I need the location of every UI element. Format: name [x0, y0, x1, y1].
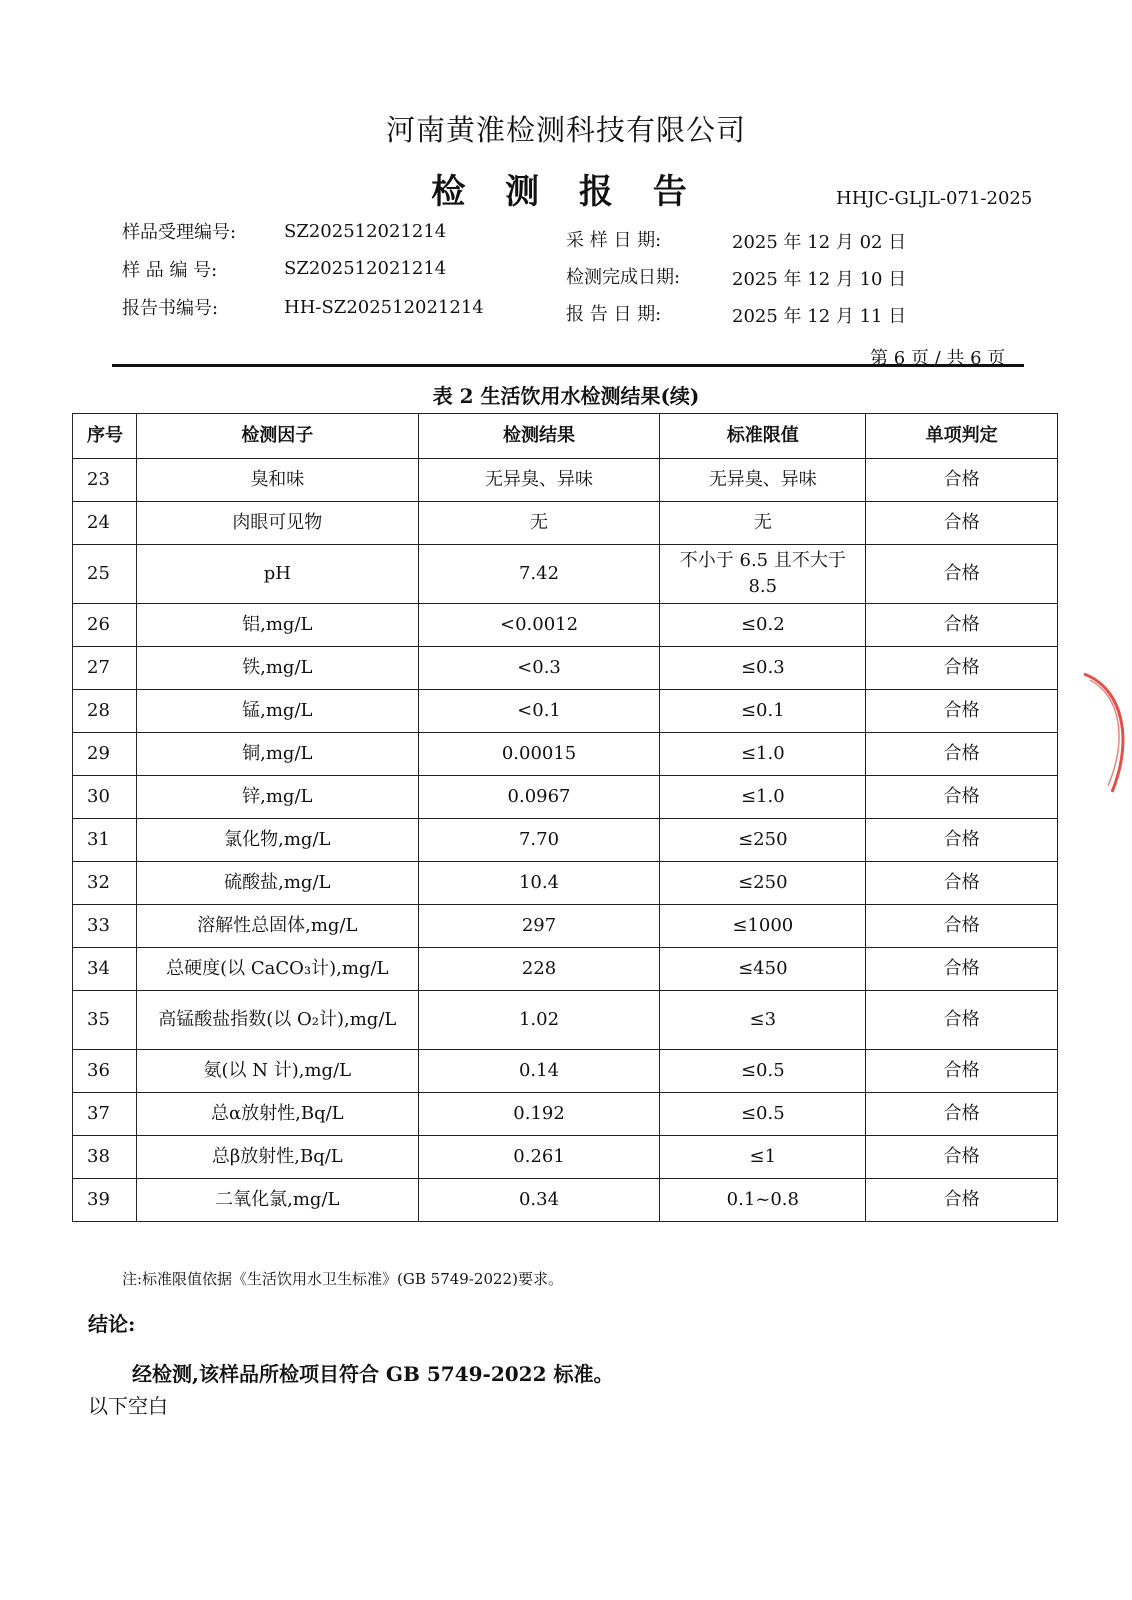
- table-cell: 合格: [866, 948, 1058, 991]
- table-cell: ≤0.2: [660, 604, 866, 647]
- table-cell: 0.14: [418, 1050, 660, 1093]
- column-header: 标准限值: [660, 414, 866, 459]
- table-cell: 氯化物,mg/L: [136, 819, 418, 862]
- table-cell: ≤0.5: [660, 1093, 866, 1136]
- table-cell: 无: [418, 502, 660, 545]
- table-cell: 铜,mg/L: [136, 733, 418, 776]
- table-cell: 合格: [866, 819, 1058, 862]
- table-cell: 0.0967: [418, 776, 660, 819]
- table-cell: 39: [73, 1179, 137, 1222]
- table-cell: ≤250: [660, 862, 866, 905]
- table-row: [73, 948, 1058, 991]
- table-cell: 不小于 6.5 且不大于 8.5: [660, 545, 866, 604]
- sampling-date: 2025 年 12 月 02 日: [732, 232, 907, 253]
- table-cell: ≤3: [660, 991, 866, 1050]
- table-cell: 31: [73, 819, 137, 862]
- document-code: HHJC-GLJL-071-2025: [836, 188, 1033, 209]
- table-row: [73, 1050, 1058, 1093]
- table-cell: 34: [73, 948, 137, 991]
- table-cell: ≤250: [660, 819, 866, 862]
- report-title: 检 测 报 告: [431, 172, 701, 212]
- table-cell: 23: [73, 459, 137, 502]
- column-header: 序号: [73, 414, 137, 459]
- table-cell: 合格: [866, 1093, 1058, 1136]
- table-cell: ≤0.1: [660, 690, 866, 733]
- table-row: [73, 1136, 1058, 1179]
- blank-below-note: 以下空白: [88, 1394, 168, 1418]
- table-cell: 合格: [866, 459, 1058, 502]
- table-cell: 合格: [866, 1179, 1058, 1222]
- table-row: [73, 690, 1058, 733]
- table-row: [73, 1093, 1058, 1136]
- table-row: [73, 905, 1058, 948]
- table-cell: 合格: [866, 1136, 1058, 1179]
- table-cell: ≤0.3: [660, 647, 866, 690]
- table-cell: 氨(以 N 计),mg/L: [136, 1050, 418, 1093]
- table-cell: 29: [73, 733, 137, 776]
- table-cell: 合格: [866, 991, 1058, 1050]
- table-cell: 26: [73, 604, 137, 647]
- table-title: 表 2 生活饮用水检测结果(续): [432, 384, 700, 408]
- table-cell: 7.70: [418, 819, 660, 862]
- table-cell: 36: [73, 1050, 137, 1093]
- table-cell: 无: [660, 502, 866, 545]
- table-cell: 合格: [866, 502, 1058, 545]
- completion-date-label: 检测完成日期:: [566, 267, 681, 288]
- completion-date: 2025 年 12 月 10 日: [732, 269, 907, 290]
- table-cell: 297: [418, 905, 660, 948]
- table-cell: 合格: [866, 604, 1058, 647]
- table-header-row: [73, 414, 1058, 459]
- results-table: [72, 413, 1058, 1222]
- column-header: 检测因子: [136, 414, 418, 459]
- table-cell: 肉眼可见物: [136, 502, 418, 545]
- report-date: 2025 年 12 月 11 日: [732, 306, 907, 327]
- table-cell: ≤0.5: [660, 1050, 866, 1093]
- table-cell: 锌,mg/L: [136, 776, 418, 819]
- table-row: [73, 545, 1058, 604]
- table-cell: 合格: [866, 862, 1058, 905]
- table-cell: 高锰酸盐指数(以 O₂计),mg/L: [136, 991, 418, 1050]
- table-cell: 臭和味: [136, 459, 418, 502]
- table-cell: 合格: [866, 776, 1058, 819]
- company-name: 河南黄淮检测科技有限公司: [385, 113, 746, 147]
- table-cell: 二氧化氯,mg/L: [136, 1179, 418, 1222]
- table-cell: 33: [73, 905, 137, 948]
- table-cell: 铁,mg/L: [136, 647, 418, 690]
- column-header: 检测结果: [418, 414, 660, 459]
- table-cell: 合格: [866, 905, 1058, 948]
- table-cell: 1.02: [418, 991, 660, 1050]
- table-cell: 7.42: [418, 545, 660, 604]
- table-cell: 25: [73, 545, 137, 604]
- table-cell: 37: [73, 1093, 137, 1136]
- table-cell: 总β放射性,Bq/L: [136, 1136, 418, 1179]
- table-cell: 合格: [866, 690, 1058, 733]
- table-cell: 合格: [866, 1050, 1058, 1093]
- table-cell: 38: [73, 1136, 137, 1179]
- conclusion-label: 结论:: [88, 1312, 136, 1336]
- table-cell: 硫酸盐,mg/L: [136, 862, 418, 905]
- table-cell: 0.00015: [418, 733, 660, 776]
- report-date-label: 报 告 日 期:: [566, 304, 662, 325]
- table-row: [73, 1179, 1058, 1222]
- table-cell: ≤1: [660, 1136, 866, 1179]
- table-cell: 32: [73, 862, 137, 905]
- table-cell: 35: [73, 991, 137, 1050]
- red-seal-stamp: [1082, 668, 1132, 798]
- table-cell: ≤1000: [660, 905, 866, 948]
- table-cell: ≤1.0: [660, 733, 866, 776]
- table-cell: 无异臭、异味: [660, 459, 866, 502]
- table-cell: 无异臭、异味: [418, 459, 660, 502]
- table-cell: <0.1: [418, 690, 660, 733]
- table-row: [73, 862, 1058, 905]
- table-cell: 24: [73, 502, 137, 545]
- table-cell: 总α放射性,Bq/L: [136, 1093, 418, 1136]
- table-cell: 27: [73, 647, 137, 690]
- conclusion-text: 经检测,该样品所检项目符合 GB 5749-2022 标准。: [132, 1362, 614, 1386]
- table-cell: 0.34: [418, 1179, 660, 1222]
- table-cell: 溶解性总固体,mg/L: [136, 905, 418, 948]
- table-row: [73, 819, 1058, 862]
- report-no-label: 报告书编号:: [122, 298, 219, 319]
- table-cell: 总硬度(以 CaCO₃计),mg/L: [136, 948, 418, 991]
- table-cell: 10.4: [418, 862, 660, 905]
- table-cell: <0.3: [418, 647, 660, 690]
- table-cell: ≤1.0: [660, 776, 866, 819]
- header-divider: [112, 364, 1024, 367]
- column-header: 单项判定: [866, 414, 1058, 459]
- table-cell: 0.192: [418, 1093, 660, 1136]
- table-row: [73, 991, 1058, 1050]
- table-cell: 合格: [866, 647, 1058, 690]
- table-cell: <0.0012: [418, 604, 660, 647]
- table-cell: pH: [136, 545, 418, 604]
- table-row: [73, 733, 1058, 776]
- table-cell: 0.1~0.8: [660, 1179, 866, 1222]
- standard-note: 注:标准限值依据《生活饮用水卫生标准》(GB 5749-2022)要求。: [122, 1270, 563, 1288]
- table-cell: ≤450: [660, 948, 866, 991]
- table-cell: 合格: [866, 545, 1058, 604]
- table-cell: 铝,mg/L: [136, 604, 418, 647]
- table-row: [73, 459, 1058, 502]
- table-cell: 228: [418, 948, 660, 991]
- sample-no: SZ202512021214: [284, 258, 447, 279]
- table-cell: 30: [73, 776, 137, 819]
- table-row: [73, 647, 1058, 690]
- report-no: HH-SZ202512021214: [284, 297, 484, 318]
- table-row: [73, 604, 1058, 647]
- table-cell: 锰,mg/L: [136, 690, 418, 733]
- sampling-date-label: 采 样 日 期:: [566, 230, 662, 251]
- table-cell: 0.261: [418, 1136, 660, 1179]
- sample-receipt-no-label: 样品受理编号:: [122, 222, 237, 243]
- table-cell: 28: [73, 690, 137, 733]
- table-cell: 合格: [866, 733, 1058, 776]
- table-row: [73, 776, 1058, 819]
- page-indicator: 第 6 页 / 共 6 页: [870, 348, 1006, 369]
- table-row: [73, 502, 1058, 545]
- sample-no-label: 样 品 编 号:: [122, 260, 218, 281]
- sample-receipt-no: SZ202512021214: [284, 221, 447, 242]
